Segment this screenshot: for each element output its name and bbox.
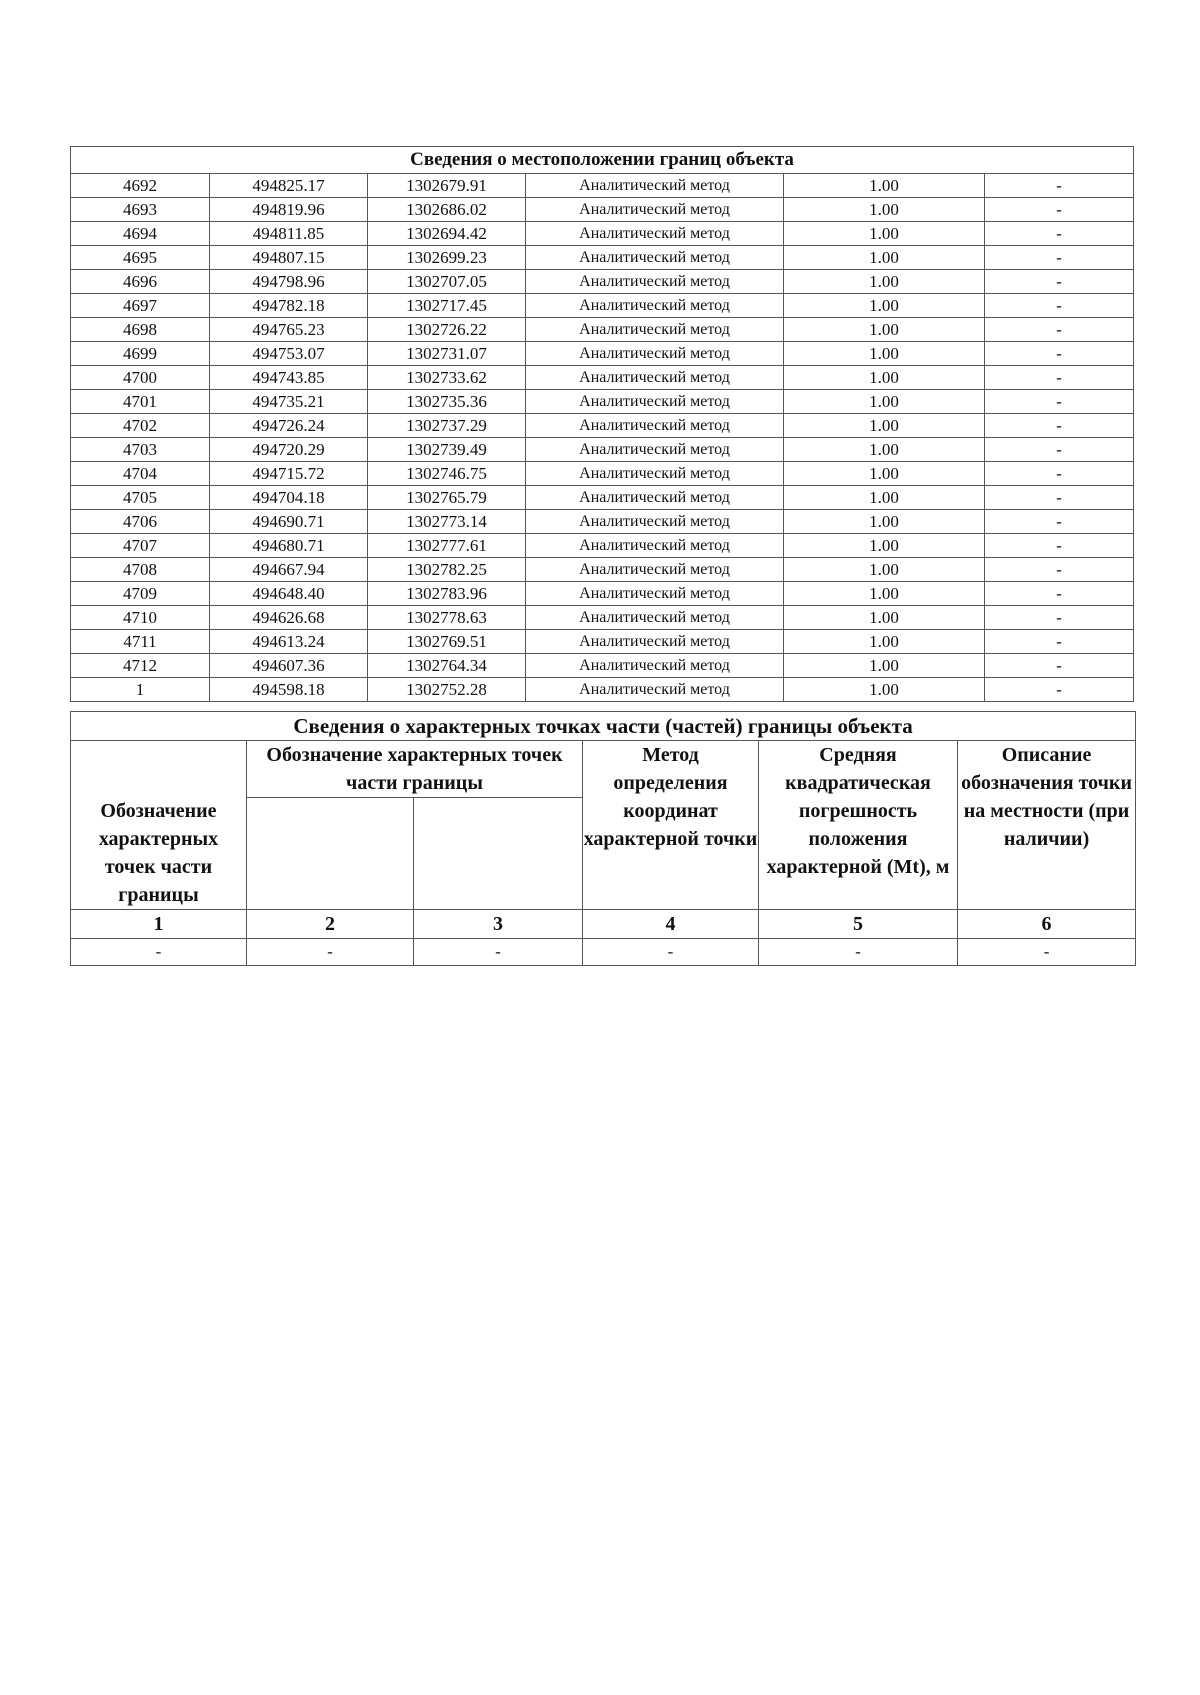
table-cell: 494648.40 — [210, 582, 368, 606]
table-cell: - — [985, 294, 1134, 318]
table-row — [71, 198, 1134, 222]
boundary-part-points-table — [70, 711, 1136, 966]
table-cell: 494613.24 — [210, 630, 368, 654]
table-cell: 494782.18 — [210, 294, 368, 318]
table-cell: 1.00 — [784, 318, 985, 342]
table-cell: 494667.94 — [210, 558, 368, 582]
table-row — [71, 630, 1134, 654]
table-row — [71, 534, 1134, 558]
table-cell: 494690.71 — [210, 510, 368, 534]
table-cell: - — [583, 939, 759, 966]
table-cell: 494819.96 — [210, 198, 368, 222]
table-cell: 4711 — [71, 630, 210, 654]
table-cell: 1302769.51 — [368, 630, 526, 654]
table-cell: Аналитический метод — [526, 678, 784, 702]
table-cell: Аналитический метод — [526, 222, 784, 246]
table-cell: 1302726.22 — [368, 318, 526, 342]
table-cell: 494825.17 — [210, 174, 368, 198]
table-row — [71, 462, 1134, 486]
table-cell: - — [985, 558, 1134, 582]
table-row — [71, 582, 1134, 606]
table-row — [71, 318, 1134, 342]
table-cell: 494680.71 — [210, 534, 368, 558]
table-cell: 4706 — [71, 510, 210, 534]
table-cell: Аналитический метод — [526, 294, 784, 318]
table-cell: 1302737.29 — [368, 414, 526, 438]
header-method: Метод определения координат характерной точки — [583, 741, 759, 910]
table-cell: 1.00 — [784, 222, 985, 246]
table-cell: 494704.18 — [210, 486, 368, 510]
table-cell: Аналитический метод — [526, 630, 784, 654]
table-title: Сведения о местоположении границ объекта — [71, 147, 1134, 174]
header-designation: Обозначение характерных точек части границы — [71, 741, 247, 910]
table-cell: Аналитический метод — [526, 198, 784, 222]
table-cell: - — [985, 630, 1134, 654]
table-cell: 1302735.36 — [368, 390, 526, 414]
table-cell: - — [759, 939, 958, 966]
table-cell: - — [247, 939, 414, 966]
table-cell: 494753.07 — [210, 342, 368, 366]
table-cell: 494720.29 — [210, 438, 368, 462]
column-number: 4 — [583, 910, 759, 939]
table-cell: 4697 — [71, 294, 210, 318]
table-cell: - — [985, 390, 1134, 414]
table-row — [71, 654, 1134, 678]
table-cell: 4704 — [71, 462, 210, 486]
table-cell: 4695 — [71, 246, 210, 270]
table-cell: Аналитический метод — [526, 534, 784, 558]
table-row — [71, 606, 1134, 630]
table-cell: 1302694.42 — [368, 222, 526, 246]
table-cell: 494765.23 — [210, 318, 368, 342]
table-cell: Аналитический метод — [526, 510, 784, 534]
table-cell: - — [985, 534, 1134, 558]
table-cell: 1302707.05 — [368, 270, 526, 294]
table-row — [71, 486, 1134, 510]
table-cell: 4703 — [71, 438, 210, 462]
table-cell: 1.00 — [784, 606, 985, 630]
table-cell: - — [985, 414, 1134, 438]
table-cell: - — [985, 654, 1134, 678]
table-row — [71, 939, 1136, 966]
table-cell: 1.00 — [784, 342, 985, 366]
table-cell: 4700 — [71, 366, 210, 390]
table-cell: - — [985, 510, 1134, 534]
table-cell: - — [985, 366, 1134, 390]
table-cell: Аналитический метод — [526, 270, 784, 294]
table-row — [71, 414, 1134, 438]
table-row — [71, 270, 1134, 294]
table-cell: 494811.85 — [210, 222, 368, 246]
table-cell: - — [985, 270, 1134, 294]
table-cell: 494735.21 — [210, 390, 368, 414]
table-cell: 1.00 — [784, 414, 985, 438]
table-cell: 1.00 — [784, 534, 985, 558]
table-cell: - — [985, 222, 1134, 246]
table-cell: 4705 — [71, 486, 210, 510]
table-cell: 1.00 — [784, 390, 985, 414]
table-cell: 1302746.75 — [368, 462, 526, 486]
table-row — [71, 294, 1134, 318]
table-cell: 1302717.45 — [368, 294, 526, 318]
table-cell: 1.00 — [784, 462, 985, 486]
table-cell: 4712 — [71, 654, 210, 678]
table-cell: - — [414, 939, 583, 966]
header-description: Описание обозначения точки на местности (при наличии) — [958, 741, 1136, 910]
table-cell: 1.00 — [784, 438, 985, 462]
table-cell: 494807.15 — [210, 246, 368, 270]
table-cell: 1302778.63 — [368, 606, 526, 630]
table-cell: 4710 — [71, 606, 210, 630]
table-cell: 1302782.25 — [368, 558, 526, 582]
table-cell: 1.00 — [784, 294, 985, 318]
table-row — [71, 558, 1134, 582]
table-cell: Аналитический метод — [526, 654, 784, 678]
table-cell: 494743.85 — [210, 366, 368, 390]
table-cell: 1302679.91 — [368, 174, 526, 198]
table-cell: 1302777.61 — [368, 534, 526, 558]
table-cell: 1302783.96 — [368, 582, 526, 606]
table-body — [71, 174, 1134, 702]
table-cell: 1.00 — [784, 270, 985, 294]
table-cell: - — [985, 246, 1134, 270]
table-cell: 1302739.49 — [368, 438, 526, 462]
table-cell: 4696 — [71, 270, 210, 294]
table-row — [71, 438, 1134, 462]
table-cell: 1302765.79 — [368, 486, 526, 510]
table-cell: 1.00 — [784, 174, 985, 198]
table-cell: 1.00 — [784, 486, 985, 510]
table-title: Сведения о характерных точках части (частей) границы объекта — [71, 712, 1136, 741]
table-cell: 1.00 — [784, 678, 985, 702]
table-cell: Аналитический метод — [526, 246, 784, 270]
table-cell: 494598.18 — [210, 678, 368, 702]
table-cell: - — [985, 582, 1134, 606]
table-cell: Аналитический метод — [526, 174, 784, 198]
column-number: 2 — [247, 910, 414, 939]
table-cell: 4699 — [71, 342, 210, 366]
table-cell: 1302731.07 — [368, 342, 526, 366]
table-cell: - — [985, 486, 1134, 510]
table-cell: 1302752.28 — [368, 678, 526, 702]
table-cell: Аналитический метод — [526, 366, 784, 390]
table-cell: 4698 — [71, 318, 210, 342]
table-cell: 1.00 — [784, 246, 985, 270]
table-cell: 4707 — [71, 534, 210, 558]
boundary-location-table — [70, 146, 1134, 702]
column-number: 1 — [71, 910, 247, 939]
table-cell: 1.00 — [784, 198, 985, 222]
table-cell: 4692 — [71, 174, 210, 198]
table-cell: Аналитический метод — [526, 390, 784, 414]
table-row — [71, 174, 1134, 198]
table-cell: 1302699.23 — [368, 246, 526, 270]
table-cell: 4693 — [71, 198, 210, 222]
header-error: Средняя квадратическая погрешность положения характерной (Mt), м — [759, 741, 958, 910]
table-cell: 4701 — [71, 390, 210, 414]
table-cell: Аналитический метод — [526, 606, 784, 630]
table-cell: 1 — [71, 678, 210, 702]
table-cell: 494626.68 — [210, 606, 368, 630]
table-cell: 1.00 — [784, 582, 985, 606]
header-subcol-x — [247, 798, 414, 910]
header-subcol-y — [414, 798, 583, 910]
table-cell: - — [958, 939, 1136, 966]
table-row — [71, 510, 1134, 534]
header-designation-group: Обозначение характерных точек части границы — [247, 741, 583, 798]
table-cell: 1.00 — [784, 654, 985, 678]
table-cell: - — [985, 438, 1134, 462]
table-cell: Аналитический метод — [526, 582, 784, 606]
table-cell: Аналитический метод — [526, 486, 784, 510]
table-cell: - — [985, 174, 1134, 198]
table-cell: Аналитический метод — [526, 462, 784, 486]
table-cell: Аналитический метод — [526, 342, 784, 366]
table-cell: - — [985, 678, 1134, 702]
table-cell: - — [71, 939, 247, 966]
column-number: 6 — [958, 910, 1136, 939]
table-cell: Аналитический метод — [526, 318, 784, 342]
table-cell: 4708 — [71, 558, 210, 582]
table-row — [71, 390, 1134, 414]
table-cell: Аналитический метод — [526, 558, 784, 582]
table-cell: - — [985, 342, 1134, 366]
table-cell: 1.00 — [784, 558, 985, 582]
table-cell: - — [985, 318, 1134, 342]
table-cell: 1.00 — [784, 366, 985, 390]
table-row — [71, 222, 1134, 246]
table-cell: 4709 — [71, 582, 210, 606]
table-row — [71, 678, 1134, 702]
table-cell: Аналитический метод — [526, 438, 784, 462]
table-cell: 4694 — [71, 222, 210, 246]
table-cell: 1302686.02 — [368, 198, 526, 222]
table-cell: - — [985, 462, 1134, 486]
table-cell: 1.00 — [784, 510, 985, 534]
table-cell: 1302773.14 — [368, 510, 526, 534]
table-cell: 494607.36 — [210, 654, 368, 678]
table-cell: 494715.72 — [210, 462, 368, 486]
table-row — [71, 246, 1134, 270]
table-cell: 1.00 — [784, 630, 985, 654]
table-cell: - — [985, 198, 1134, 222]
table-row — [71, 342, 1134, 366]
table-cell: - — [985, 606, 1134, 630]
table-cell: 1302733.62 — [368, 366, 526, 390]
column-number: 5 — [759, 910, 958, 939]
table-cell: 1302764.34 — [368, 654, 526, 678]
table-cell: Аналитический метод — [526, 414, 784, 438]
table-cell: 4702 — [71, 414, 210, 438]
table-cell: 494798.96 — [210, 270, 368, 294]
table-row — [71, 366, 1134, 390]
column-number: 3 — [414, 910, 583, 939]
table-cell: 494726.24 — [210, 414, 368, 438]
